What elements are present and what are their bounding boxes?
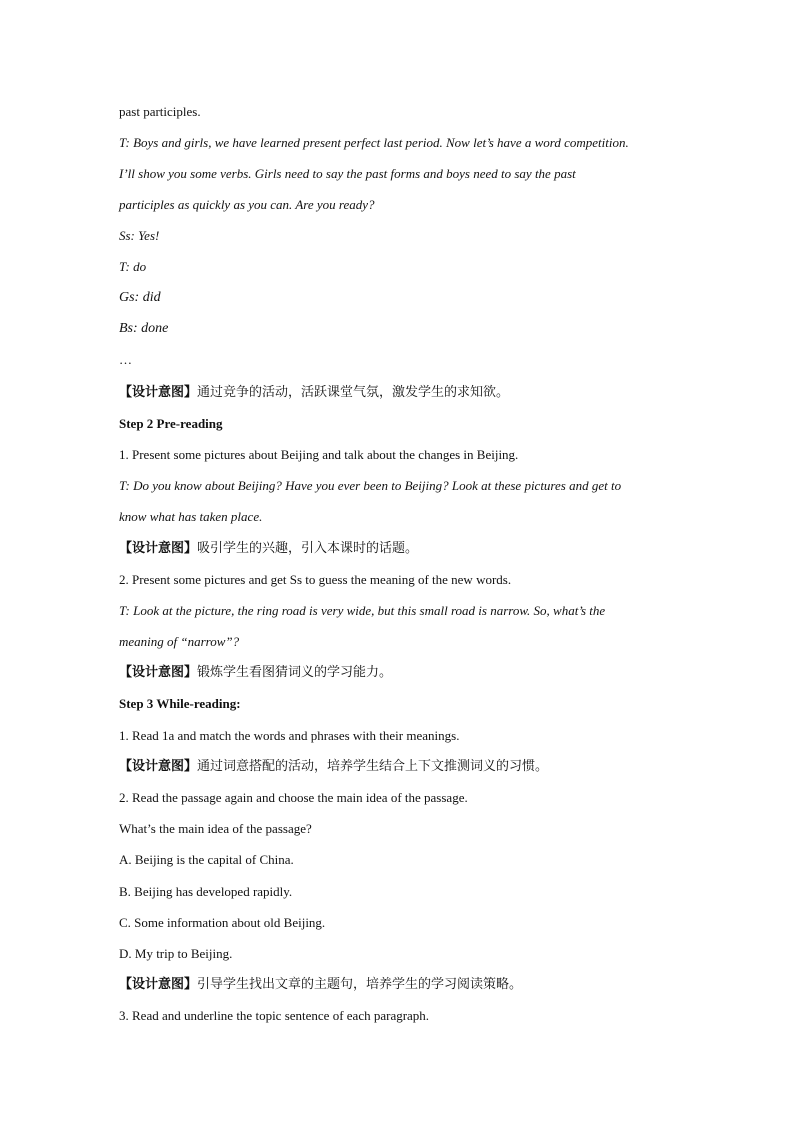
teacher-dialogue-line: meaning of “narrow”? [119, 634, 240, 649]
design-intent-label: 【设计意图】 [119, 385, 198, 400]
design-intent-label: 【设计意图】 [119, 759, 198, 774]
teacher-dialogue-line: participles as quickly as you can. Are you ready? [119, 197, 375, 212]
design-intent-note [119, 385, 509, 401]
activity-line: 1. Read 1a and match the words and phrases with their meanings. [119, 728, 460, 743]
design-intent-text: 通过词意搭配的活动，培养学生结合上下文推测词义的习惯。 [197, 759, 549, 774]
design-intent-note [119, 759, 548, 775]
step-heading: Step 3 While-reading: [119, 696, 241, 711]
teacher-dialogue-line: T: Boys and girls, we have learned present perfect last period. Now let’s have a word competition. [119, 135, 629, 150]
step-heading: Step 2 Pre-reading [119, 416, 223, 431]
design-intent-text: 通过竞争的活动，活跃课堂气氛，激发学生的求知欲。 [197, 385, 510, 400]
ellipsis: … [119, 352, 132, 367]
option-c: C. Some information about old Beijing. [119, 915, 326, 930]
design-intent-note [119, 665, 392, 681]
teacher-dialogue-line: T: Look at the picture, the ring road is very wide, but this small road is narrow. So, what’s the [119, 603, 606, 618]
teacher-dialogue-line: T: Do you know about Beijing? Have you ever been to Beijing? Look at these pictures and get to [119, 478, 622, 493]
text-line: past participles. [119, 104, 201, 119]
design-intent-note [119, 977, 522, 993]
design-intent-text: 吸引学生的兴趣，引入本课时的话题。 [197, 541, 419, 556]
option-d: D. My trip to Beijing. [119, 946, 233, 961]
question-line: What’s the main idea of the passage? [119, 821, 312, 836]
design-intent-label: 【设计意图】 [119, 977, 198, 992]
boys-dialogue-line: Bs: done [119, 321, 169, 336]
design-intent-label: 【设计意图】 [119, 541, 198, 556]
students-dialogue-line: Ss: Yes! [119, 228, 160, 243]
activity-line: 2. Present some pictures and get Ss to guess the meaning of the new words. [119, 572, 512, 587]
activity-line: 1. Present some pictures about Beijing and talk about the changes in Beijing. [119, 447, 519, 462]
option-b: B. Beijing has developed rapidly. [119, 884, 293, 899]
design-intent-note [119, 541, 418, 557]
teacher-dialogue-line: know what has taken place. [119, 509, 263, 524]
activity-line: 3. Read and underline the topic sentence of each paragraph. [119, 1008, 430, 1023]
girls-dialogue-line: Gs: did [119, 290, 161, 305]
design-intent-text: 锻炼学生看图猜词义的学习能力。 [197, 665, 393, 680]
activity-line: 2. Read the passage again and choose the main idea of the passage. [119, 790, 468, 805]
teacher-dialogue-line: I’ll show you some verbs. Girls need to say the past forms and boys need to say the past [119, 166, 576, 181]
design-intent-label: 【设计意图】 [119, 665, 198, 680]
option-a: A. Beijing is the capital of China. [119, 852, 294, 867]
design-intent-text: 引导学生找出文章的主题句，培养学生的学习阅读策略。 [197, 977, 523, 992]
teacher-dialogue-line: T: do [119, 259, 147, 274]
